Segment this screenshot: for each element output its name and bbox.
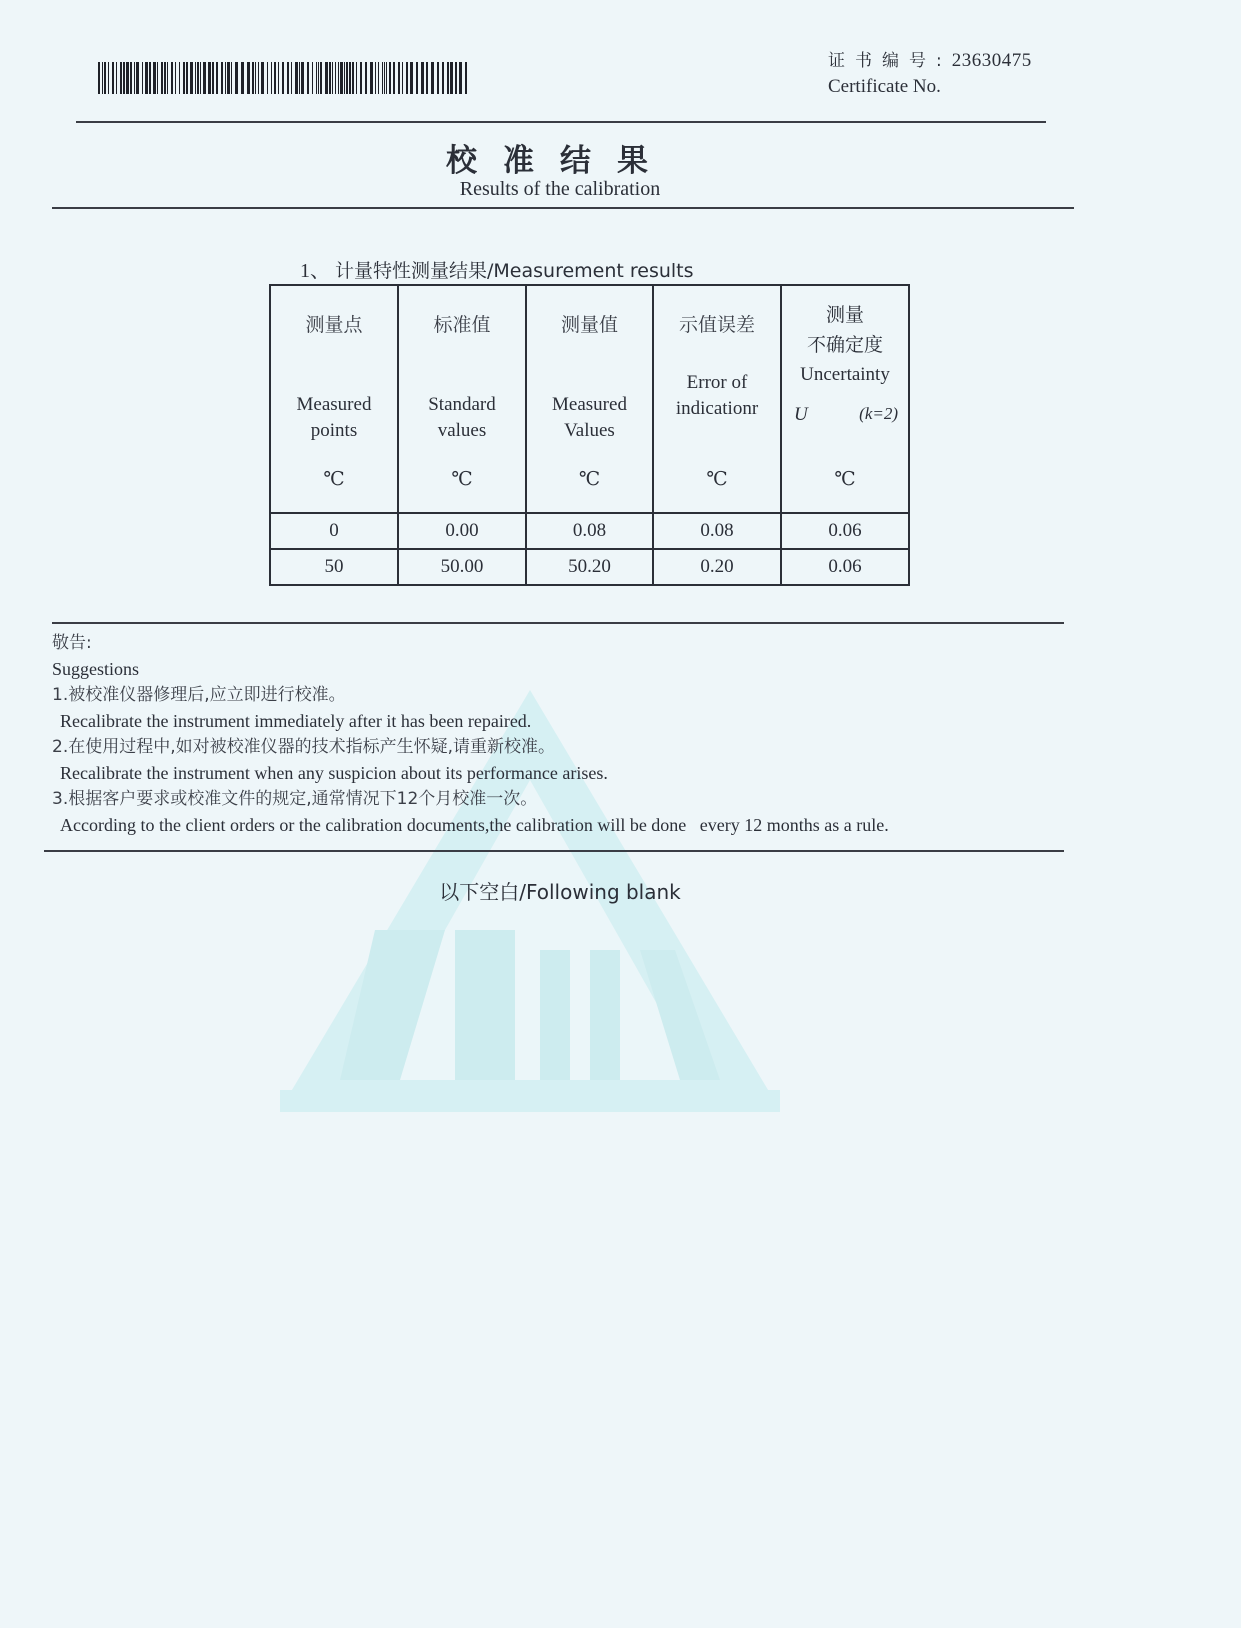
certificate-number-block [828, 48, 1032, 100]
suggestions-heading-zh: 敬告: [52, 633, 92, 653]
section-number: 1、 [300, 260, 330, 282]
suggestions-bottom-rule [44, 850, 1064, 852]
header-measured-points: 测量点 Measured points ℃ [270, 285, 398, 513]
table-cell: 0.06 [781, 513, 909, 549]
section-title: 计量特性测量结果/Measurement results [335, 260, 694, 282]
page-title-zh: 校准结果 [446, 143, 674, 179]
certificate-label-zh: 证书编号: [828, 51, 952, 71]
header-error-of-indication: 示值误差 Error of indicationr ℃ [653, 285, 781, 513]
suggestion-item-en: Recalibrate the instrument immediately after it has been repaired. [60, 711, 532, 731]
title-rule [52, 207, 1074, 209]
table-cell: 0.00 [398, 513, 526, 549]
suggestion-item-zh: 3.根据客户要求或校准文件的规定,通常情况下12个月校准一次。 [52, 789, 538, 809]
suggestion-item-en: Recalibrate the instrument when any suspicion about its performance arises. [60, 763, 608, 783]
table-cell: 50.20 [526, 549, 653, 585]
suggestion-item-en: According to the client orders or the calibration documents,the calibration will be done every 12 months as a rule. [60, 815, 889, 835]
following-blank-note: 以下空白/Following blank [439, 880, 681, 904]
table-cell: 0.08 [526, 513, 653, 549]
header-standard-values: 标准值 Standard values ℃ [398, 285, 526, 513]
barcode [98, 62, 468, 94]
certificate-label-en: Certificate No. [828, 76, 941, 97]
table-row [270, 549, 909, 585]
header-rule [76, 121, 1046, 123]
suggestions-block [52, 630, 889, 838]
table-cell: 50.00 [398, 549, 526, 585]
suggestion-item-zh: 2.在使用过程中,如对被校准仪器的技术指标产生怀疑,请重新校准。 [52, 737, 556, 757]
results-table [269, 284, 910, 586]
section-heading [300, 254, 694, 283]
page-title-en: Results of the calibration [459, 178, 661, 200]
table-cell: 50 [270, 549, 398, 585]
table-row [270, 513, 909, 549]
table-cell: 0 [270, 513, 398, 549]
table-bottom-rule [52, 622, 1064, 624]
table-cell: 0.20 [653, 549, 781, 585]
suggestions-heading-en: Suggestions [52, 659, 140, 679]
certificate-number: 23630475 [951, 50, 1032, 71]
table-header-row [270, 285, 909, 513]
table-cell: 0.08 [653, 513, 781, 549]
table-cell: 0.06 [781, 549, 909, 585]
suggestion-item-zh: 1.被校准仪器修理后,应立即进行校准。 [52, 685, 346, 705]
header-measured-values: 测量值 Measured Values ℃ [526, 285, 653, 513]
header-uncertainty: 测量 不确定度 Uncertainty U (k=2) ℃ [781, 285, 909, 513]
